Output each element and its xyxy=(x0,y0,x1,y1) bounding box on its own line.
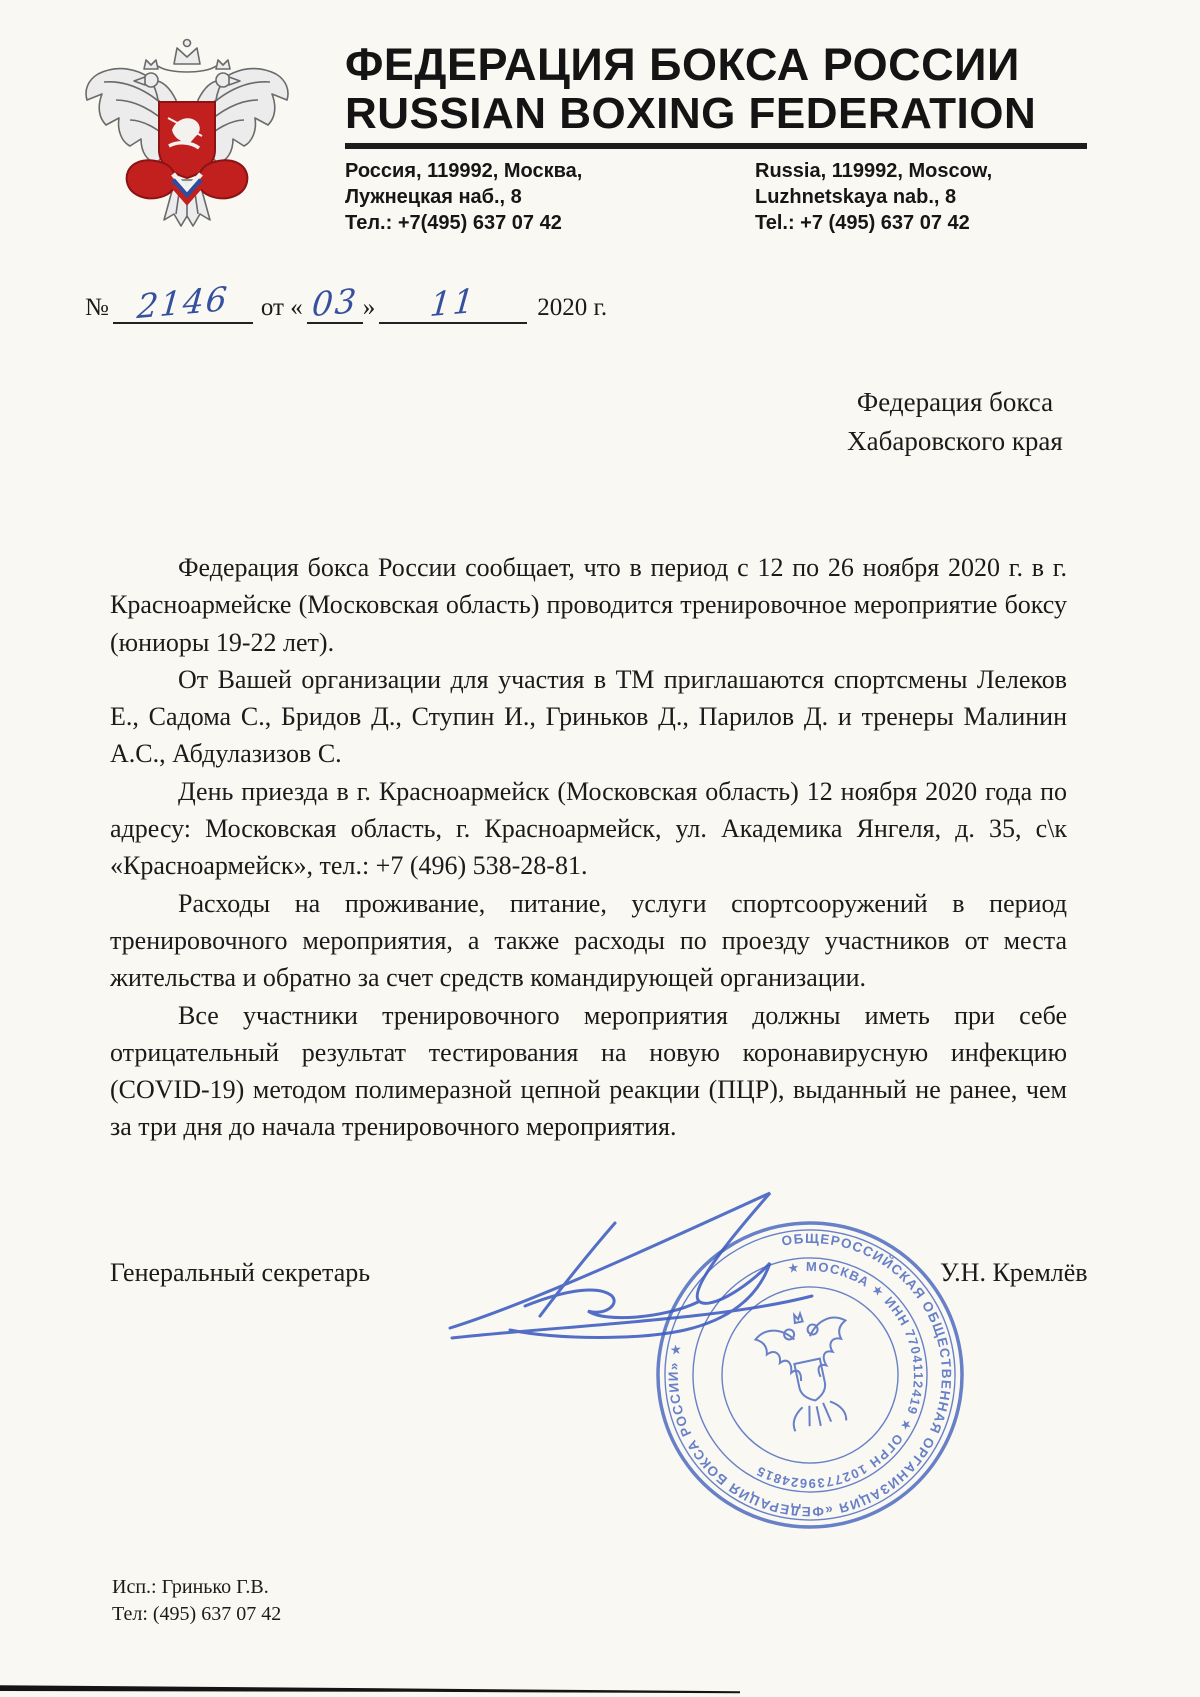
paragraph-5: Все участники тренировочного мероприятия должны иметь при себе отрицательный результат тестирования на новую коронавирусную инфекцию (COVID-19) методом полимеразной цепной реакции (ПЦР), выданный не ранее, чем за три дня до начала тренировочного мероприятия. xyxy=(110,1000,1067,1142)
letter-body xyxy=(110,549,1067,1146)
paragraph-1: Федерация бокса России сообщает, что в период с 12 по 26 ноября 2020 г. в г. Красноармейске (Московская область) проводится тренировочное мероприятие боксу (юниоры 19-22 лет). xyxy=(110,553,1067,657)
ref-year-label: 2020 г. xyxy=(537,294,608,321)
org-title-en: RUSSIAN BOXING FEDERATION xyxy=(345,89,1037,138)
address-ru-line2: Лужнецкая наб., 8 xyxy=(345,186,522,208)
address-en xyxy=(755,158,1085,236)
stamp-outer-ring-text: ОБЩЕРОССИЙСКАЯ ОБЩЕСТВЕННАЯ ОРГАНИЗАЦИЯ «ФЕДЕРАЦИЯ БОКСА РОССИИ» ★ xyxy=(665,1230,954,1520)
ref-number-field xyxy=(113,278,253,327)
reference-line xyxy=(85,278,611,327)
executor-name: Исп.: Гринько Г.В. xyxy=(112,1576,269,1598)
handwritten-signature xyxy=(440,1178,870,1378)
org-title-ru: ФЕДЕРАЦИЯ БОКСА РОССИИ xyxy=(345,39,1020,90)
address-ru-line3: Тел.: +7(495) 637 07 42 xyxy=(345,212,562,234)
header-divider xyxy=(345,143,1087,149)
org-addresses xyxy=(345,158,1087,236)
ref-month-field xyxy=(379,280,527,325)
ref-close-quote: » xyxy=(362,294,376,321)
executor-phone: Тел: (495) 637 07 42 xyxy=(112,1603,282,1625)
handwritten-month: 11 xyxy=(428,280,478,325)
letterhead-text xyxy=(345,40,1087,236)
signatory-position: Генеральный секретарь xyxy=(110,1258,371,1287)
ref-from-label: от « xyxy=(260,294,303,321)
handwritten-day: 03 xyxy=(310,280,360,325)
recipient-line1: Федерация бокса xyxy=(856,387,1054,417)
address-ru xyxy=(345,158,755,236)
paragraph-2: От Вашей организации для участия в ТМ приглашаются спортсмены Лелеков Е., Садома С., Бридов Д., Ступин И., Гриньков Д., Парилов Д. и тренеры Малинин А.С., Абдулазизов С. xyxy=(110,664,1067,769)
paragraph-3: День приезда в г. Красноармейск (Московская область) 12 ноября 2020 года по адресу: Московская область, г. Красноармейск, ул. Академика Янгеля, д. 35, с\к «Красноармейск», тел.: +7 (496) 538-28-81. xyxy=(110,776,1067,881)
handwritten-ref-number: 2146 xyxy=(135,278,231,327)
paragraph-4: Расходы на проживание, питание, услуги спортсооружений в период тренировочного мероприятия, а также расходы по проезду участников от места жительства и обратно за счет средств командирующей организации. xyxy=(110,888,1067,993)
scan-artifact-line xyxy=(0,1684,740,1694)
executor-block xyxy=(112,1574,281,1628)
address-en-line2: Luzhnetskaya nab., 8 xyxy=(755,186,957,208)
boxing-federation-emblem-logo xyxy=(72,34,302,239)
stamp-inner-ring-text: ★ МОСКВА ★ ИНН 7704112419 ★ ОГРН 1027739624815 xyxy=(753,1258,926,1492)
address-en-line3: Tel.: +7 (495) 637 07 42 xyxy=(755,212,970,234)
address-en-line1: Russia, 119992, Moscow, xyxy=(755,160,993,182)
ref-day-field xyxy=(307,280,363,325)
address-ru-line1: Россия, 119992, Москва, xyxy=(345,160,583,182)
double-headed-eagle-icon xyxy=(72,34,302,239)
recipient-block xyxy=(815,383,1095,461)
recipient-line2: Хабаровского края xyxy=(847,426,1063,456)
ref-number-label: № xyxy=(85,294,109,321)
signatory-name: У.Н. Кремлёв xyxy=(940,1258,1088,1287)
